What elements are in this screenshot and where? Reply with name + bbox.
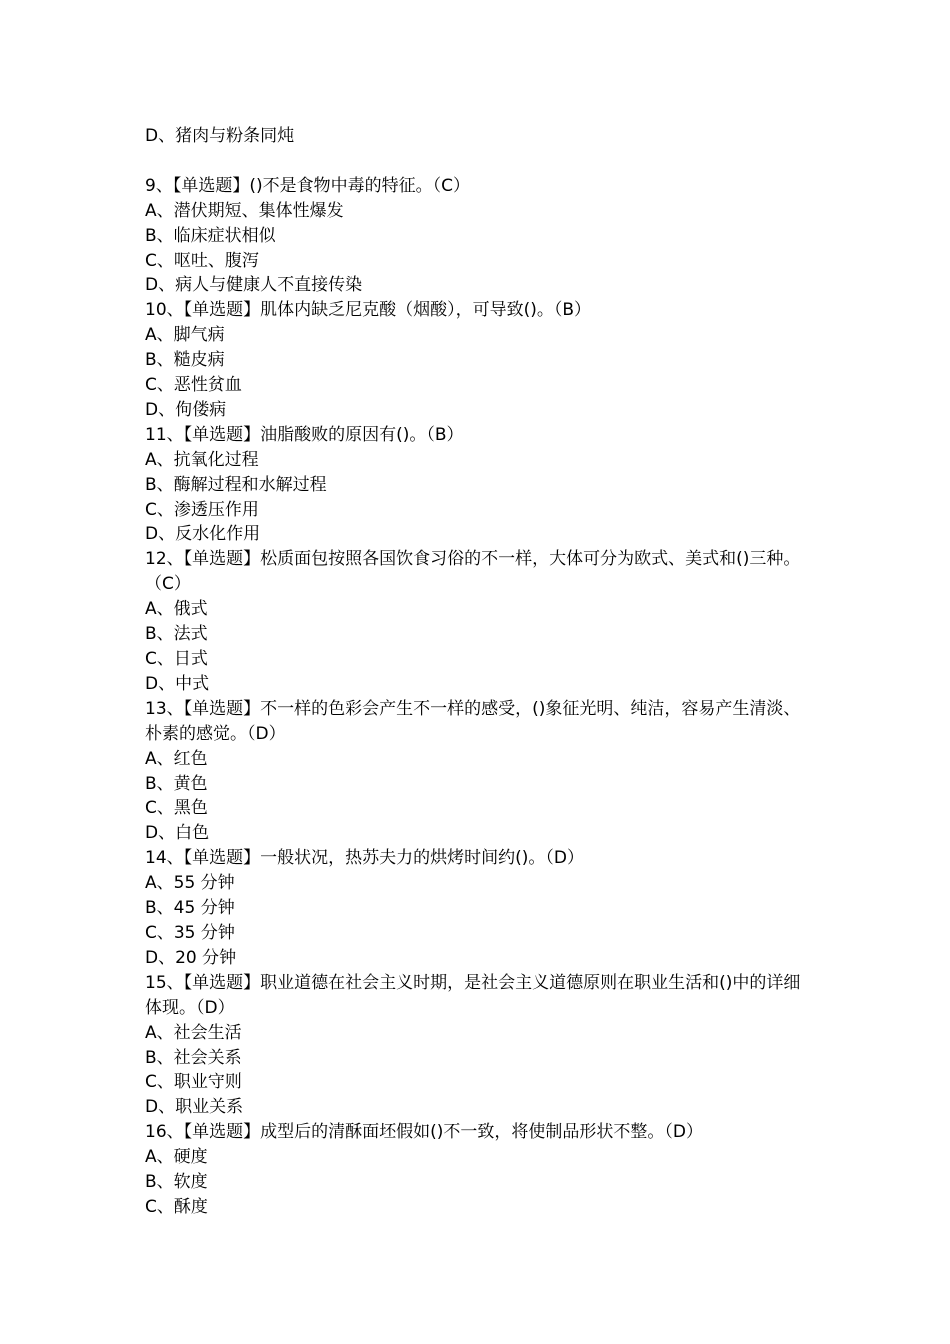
question-option: A、脚气病 (145, 325, 225, 346)
question-option: A、55 分钟 (145, 873, 235, 894)
question-option: A、红色 (145, 748, 208, 769)
question-stem: 16、【单选题】成型后的清酥面坯假如()不一致，将使制品形状不整。（D） (145, 1122, 703, 1143)
question-option: B、软度 (145, 1172, 208, 1193)
paragraph-gap (145, 149, 810, 174)
question-option: B、社会关系 (145, 1047, 242, 1068)
question-stem: 9、【单选题】()不是食物中毒的特征。（C） (145, 175, 470, 196)
question-stem: 10、【单选题】肌体内缺乏尼克酸（烟酸），可导致()。（B） (145, 300, 592, 321)
question-item (145, 971, 810, 1120)
previous-question-option-d: D、猪肉与粉条同炖 (145, 126, 295, 146)
question-option: C、呕吐、腹泻 (145, 250, 259, 271)
question-option: D、20 分钟 (145, 947, 237, 968)
question-list (145, 174, 810, 1220)
question-item (145, 1120, 810, 1220)
question-item (145, 846, 810, 971)
question-option: A、潜伏期短、集体性爆发 (145, 200, 344, 221)
question-item (145, 298, 810, 423)
question-option: A、社会生活 (145, 1022, 242, 1043)
question-option: D、病人与健康人不直接传染 (145, 275, 363, 296)
question-option: B、法式 (145, 624, 208, 645)
question-stem: 11、【单选题】油脂酸败的原因有()。（B） (145, 424, 464, 445)
question-stem: 14、【单选题】一般状况，热苏夫力的烘烤时间约()。（D） (145, 848, 584, 869)
question-option: B、临床症状相似 (145, 225, 276, 246)
question-option: A、抗氧化过程 (145, 449, 259, 470)
question-option: C、职业守则 (145, 1072, 242, 1093)
question-item (145, 697, 810, 846)
question-option: B、45 分钟 (145, 898, 235, 919)
question-option: A、硬度 (145, 1147, 208, 1168)
question-item (145, 423, 810, 548)
question-option: C、酥度 (145, 1196, 208, 1217)
question-option: B、酶解过程和水解过程 (145, 474, 327, 495)
question-option: D、佝偻病 (145, 399, 227, 420)
question-option: C、35 分钟 (145, 922, 235, 943)
document-body (145, 124, 810, 1220)
question-option: C、日式 (145, 649, 208, 670)
question-option: B、糙皮病 (145, 350, 225, 371)
question-item (145, 547, 810, 696)
question-stem: 15、【单选题】职业道德在社会主义时期，是社会主义道德原则在职业生活和()中的详细体现。（D） (145, 972, 801, 1018)
question-option: D、中式 (145, 673, 210, 694)
question-option: C、恶性贫血 (145, 375, 242, 396)
question-option: D、白色 (145, 823, 210, 844)
question-stem: 12、【单选题】松质面包按照各国饮食习俗的不一样，大体可分为欧式、美式和()三种。（C） (145, 549, 801, 595)
question-option: D、职业关系 (145, 1097, 244, 1118)
question-option: C、渗透压作用 (145, 499, 259, 520)
question-stem: 13、【单选题】不一样的色彩会产生不一样的感受，()象征光明、纯洁，容易产生清淡、朴素的感觉。（D） (145, 698, 801, 744)
question-option: C、黑色 (145, 798, 208, 819)
question-item (145, 174, 810, 299)
question-option: D、反水化作用 (145, 524, 261, 545)
question-option: A、俄式 (145, 599, 208, 620)
question-option: B、黄色 (145, 773, 208, 794)
